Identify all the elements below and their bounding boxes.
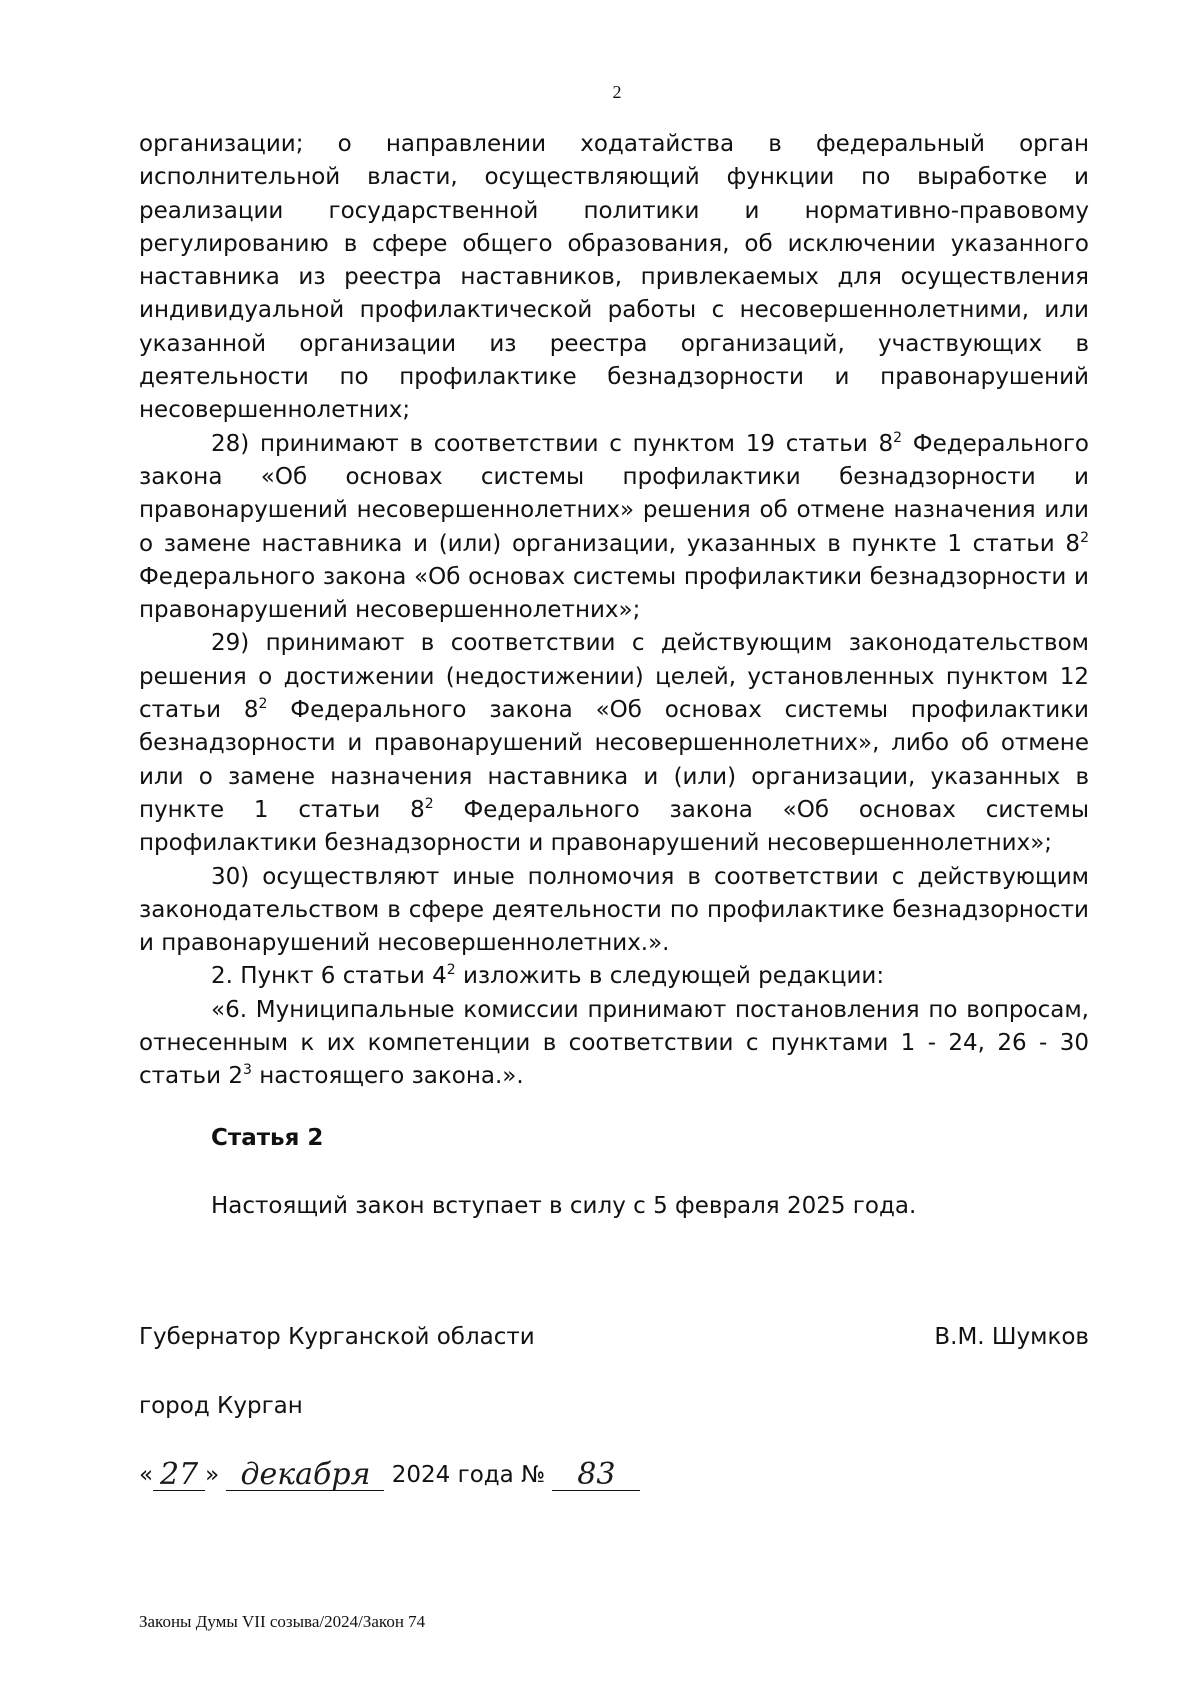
- governor-title: Губернатор Курганской области: [139, 1324, 535, 1350]
- paragraph-new-point-6: «6. Муниципальные комиссии принимают постановления по вопросам, отнесенным к их компетенции в соответствии с пунктами 1 - 24, 26 - 30 статьи $2^3$ настоящего закона.».: [139, 996, 1089, 1090]
- governor-name: В.М. Шумков: [934, 1324, 1089, 1350]
- superscript: 2: [893, 429, 903, 446]
- paragraph-item-28: 28) принимают в соответствии с пунктом 19 статьи $8^2$ Федерального закона «Об основах системы профилактики безнадзорности и правонарушений несовершеннолетних» решения об отмене назначения или о замене наставника и (или) организации, указанных в пункте 1 статьи $8^2$ Федерального закона «Об основах системы профилактики безнадзорности и правонарушений несовершеннолетних»;: [139, 429, 1090, 624]
- open-quote: «: [139, 1462, 154, 1488]
- page-number: 2: [612, 82, 622, 102]
- paragraph-item-30: 30) осуществляют иные полномочия в соответствии с действующим законодательством в сфере деятельности по профилактике безнадзорности и правонарушений несовершеннолетних.».: [139, 863, 1089, 957]
- handwritten-law-number: 83: [552, 1462, 640, 1491]
- close-quote: »: [205, 1462, 220, 1488]
- paragraph-continuation: организации; о направлении ходатайства в федеральный орган исполнительной власти, осуществляющий функции по выработке и реализации государственной политики и нормативно-правовому регулированию в сфере общего образования, об исключении указанного наставника из реестра наставников, привлекаемых для осуществления индивидуальной профилактической работы с несовершеннолетними, или указанной организации из реестра организаций, участвующих в деятельности по профилактике безнадзорности и правонарушений несовершеннолетних;: [139, 131, 1089, 424]
- document-body: [139, 128, 1089, 1094]
- superscript: 2: [1080, 529, 1089, 546]
- superscript: 2: [424, 795, 434, 812]
- handwritten-day: 27: [153, 1462, 205, 1491]
- paragraph-amendment-2: 2. Пункт 6 статьи $4^2$ изложить в следующей редакции:: [211, 962, 885, 990]
- footer-reference: Законы Думы VII созыва/2024/Закон 74: [139, 1612, 426, 1631]
- superscript: 2: [258, 696, 268, 713]
- date-line: [139, 1457, 640, 1492]
- paragraph-item-29: 29) принимают в соответствии с действующим законодательством решения о достижении (недостижении) целей, установленных пунктом 12 статьи $8^2$ Федерального закона «Об основах системы профилактики безнадзорности и правонарушений несовершеннолетних», либо об отмене или о замене назначения наставника и (или) организации, указанных в пункте 1 статьи $8^2$ Федерального закона «Об основах системы профилактики безнадзорности и правонарушений несовершеннолетних»;: [139, 630, 1089, 857]
- year-text: 2024 года №: [391, 1462, 546, 1488]
- article-2-text: Настоящий закон вступает в силу с 5 февраля 2025 года.: [211, 1193, 917, 1219]
- superscript: 3: [242, 1062, 252, 1079]
- article-2-title: Статья 2: [211, 1125, 324, 1151]
- city: город Курган: [139, 1393, 303, 1419]
- handwritten-month: декабря: [226, 1462, 384, 1491]
- superscript: 2: [446, 962, 456, 979]
